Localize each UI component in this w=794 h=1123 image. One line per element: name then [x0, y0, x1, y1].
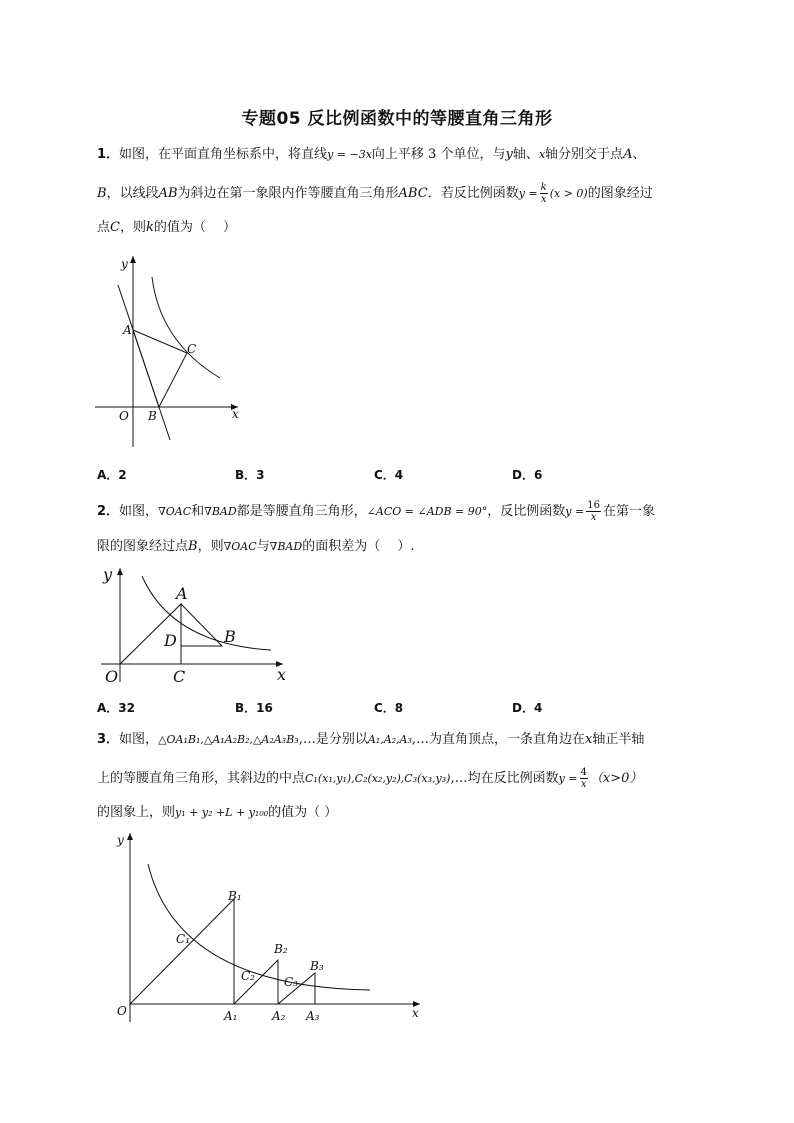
q1-var: B: [97, 186, 107, 201]
q1-label-c: C: [187, 342, 197, 356]
q3-frac-num: 4: [580, 767, 587, 778]
q1-label-x: x: [232, 407, 239, 421]
q2-angle-condition: ∠ACO = ∠ADB = 90°: [366, 505, 488, 518]
q1-frac-num: k: [540, 182, 547, 193]
q2-y-arrow: [117, 568, 123, 575]
q2-frac-den: x: [590, 512, 597, 523]
q1-hyperbola: [152, 277, 220, 378]
q3-label-a2: A₂: [272, 1009, 286, 1023]
q1-option-c[interactable]: C．4: [374, 468, 404, 482]
q1-var: AB: [158, 186, 178, 201]
q3-label-c2: C₂: [241, 969, 255, 983]
q1-option-d[interactable]: D．6: [512, 468, 543, 482]
q3-label-b3: B₃: [310, 959, 324, 973]
q2-text: 如图，: [119, 504, 159, 519]
q1-text: 向上平移 3 个单位，与: [371, 147, 506, 162]
q1-var: k: [145, 220, 154, 235]
q3-var: x: [585, 732, 593, 747]
q3-label-y: y: [117, 833, 124, 847]
q2-label-x: x: [277, 665, 287, 684]
q2-number: 2．: [97, 504, 120, 519]
q2-text: 和: [191, 504, 205, 519]
q1-var: C: [110, 220, 120, 235]
q2-triangle-oac: ∇OAC: [223, 540, 257, 553]
q1-var: ABC: [398, 186, 428, 201]
q1-frac-den: x: [540, 194, 547, 205]
q1-label-y: y: [121, 257, 128, 271]
q1-condition: (x > 0): [549, 187, 588, 200]
q3-line-2: [97, 767, 642, 790]
page-title: 专题05 反比例函数中的等腰直角三角形: [241, 109, 553, 129]
q2-triangle-bad: ∇BAD: [204, 505, 237, 518]
q1-text: 轴分别交于点: [545, 147, 624, 162]
q2-fraction: [586, 500, 601, 523]
q1-text: 轴、: [512, 147, 539, 162]
q2-text: ，则: [197, 539, 224, 554]
q3-midpoints: C₁(x₁,y₁),C₂(x₂,y₂),C₃(x₃,y₃): [305, 772, 451, 785]
q3-text: 上的等腰直角三角形，其斜边的中点: [97, 771, 306, 786]
q2-text: ，反比例函数: [487, 504, 566, 519]
q1-line-equation: y = −3x: [327, 148, 372, 161]
q1-label-a: A: [123, 323, 132, 337]
q2-label-y: y: [103, 565, 113, 584]
q2-text: 都是等腰直角三角形，: [236, 504, 367, 519]
q2-label-d: D: [164, 631, 177, 650]
q1-var: x: [538, 148, 546, 161]
q3-triangle-1: [130, 899, 234, 1004]
q3-sum-expression: y₁ + y₂ +L + y₁₀₀: [175, 806, 269, 819]
q3-line-3: [97, 803, 337, 823]
q3-label-c3: C₃: [284, 975, 298, 989]
q2-option-c[interactable]: C．8: [374, 701, 404, 715]
q1-number: 1．: [97, 147, 120, 162]
q3-y-arrow: [127, 833, 133, 840]
q2-frac-num: 16: [587, 500, 600, 511]
q1-text: ．若反比例函数: [427, 186, 519, 201]
q3-figure: [110, 827, 430, 1032]
q3-points: A₁,A₂,A₃: [367, 733, 412, 746]
q3-label-a3: A₃: [306, 1009, 320, 1023]
q1-triangle-abc: [133, 330, 187, 407]
q1-figure: [90, 252, 260, 452]
q3-frac-den: x: [580, 779, 587, 790]
q2-triangle-bad: [181, 604, 222, 646]
q3-text: 的图象上，则: [97, 805, 176, 820]
q1-var: A: [623, 147, 633, 162]
q1-text: 点: [97, 220, 111, 235]
q3-triangles: △OA₁B₁,△A₁A₂B₂,△A₂A₃B₃: [158, 733, 299, 746]
q2-triangle-bad: ∇BAD: [269, 540, 303, 553]
q2-text: 的面积差为（ ）.: [302, 539, 415, 554]
q1-option-b[interactable]: B．3: [235, 468, 265, 482]
q1-text: ，以线段: [106, 186, 159, 201]
q2-option-b[interactable]: B．16: [235, 701, 273, 715]
q1-text: 为斜边在第一象限内作等腰直角三角形: [177, 186, 399, 201]
q3-label-x: x: [412, 1006, 419, 1020]
q3-number: 3．: [97, 732, 120, 747]
q1-var: y: [505, 147, 513, 162]
q3-label-a1: A₁: [224, 1009, 238, 1023]
q3-func: y =: [558, 772, 578, 785]
q2-text: 与: [256, 539, 270, 554]
q3-label-b2: B₂: [274, 942, 288, 956]
q1-text: 如图，在平面直角坐标系中，将直线: [119, 147, 328, 162]
q1-line-2: [97, 182, 653, 205]
q2-text: 在第一象: [602, 504, 655, 519]
q1-func: y =: [518, 187, 538, 200]
q3-text: 如图，: [119, 732, 159, 747]
q3-text: ,…为直角顶点，一条直角边在: [411, 732, 586, 747]
q3-label-b1: B₁: [228, 889, 242, 903]
q1-text: 的值为（ ）: [153, 220, 237, 235]
q2-option-d[interactable]: D．4: [512, 701, 543, 715]
q1-text: 的图象经过: [587, 186, 653, 201]
q3-text: ,…均在反比例函数: [450, 771, 559, 786]
q1-text: ，则: [119, 220, 146, 235]
q2-figure: [97, 560, 297, 690]
q1-y-arrow: [130, 256, 136, 263]
q1-fraction: [540, 182, 548, 205]
q3-fraction: [580, 767, 588, 790]
q1-line-1: [97, 145, 645, 165]
q3-condition: （x>0）: [589, 771, 643, 786]
q2-hyperbola: [142, 576, 271, 650]
q2-option-a[interactable]: A．32: [97, 701, 135, 715]
q2-label-o: O: [105, 667, 119, 686]
q2-var: B: [188, 539, 198, 554]
q2-line-1: [97, 500, 655, 523]
q2-label-b: B: [224, 627, 236, 646]
q2-triangle-oac: ∇OAC: [158, 505, 192, 518]
q2-line-2: [97, 537, 414, 557]
q3-text: 的值为（ ）: [268, 805, 338, 820]
q2-label-a: A: [176, 584, 188, 603]
q3-text: ,…是分别以: [298, 732, 368, 747]
q1-option-a[interactable]: A．2: [97, 468, 127, 482]
q3-text: 轴正半轴: [592, 732, 645, 747]
q3-label-c1: C₁: [176, 932, 190, 946]
q1-text: 、: [632, 147, 646, 162]
q3-hyperbola: [148, 864, 370, 990]
q1-label-o: O: [119, 409, 129, 423]
q1-label-b: B: [148, 409, 157, 423]
q1-line-3: [97, 218, 236, 238]
q3-label-o: O: [117, 1004, 127, 1018]
q2-label-c: C: [173, 667, 186, 686]
q2-func: y =: [565, 505, 585, 518]
q3-line-1: [97, 730, 644, 750]
q2-text: 限的图象经过点: [97, 539, 189, 554]
